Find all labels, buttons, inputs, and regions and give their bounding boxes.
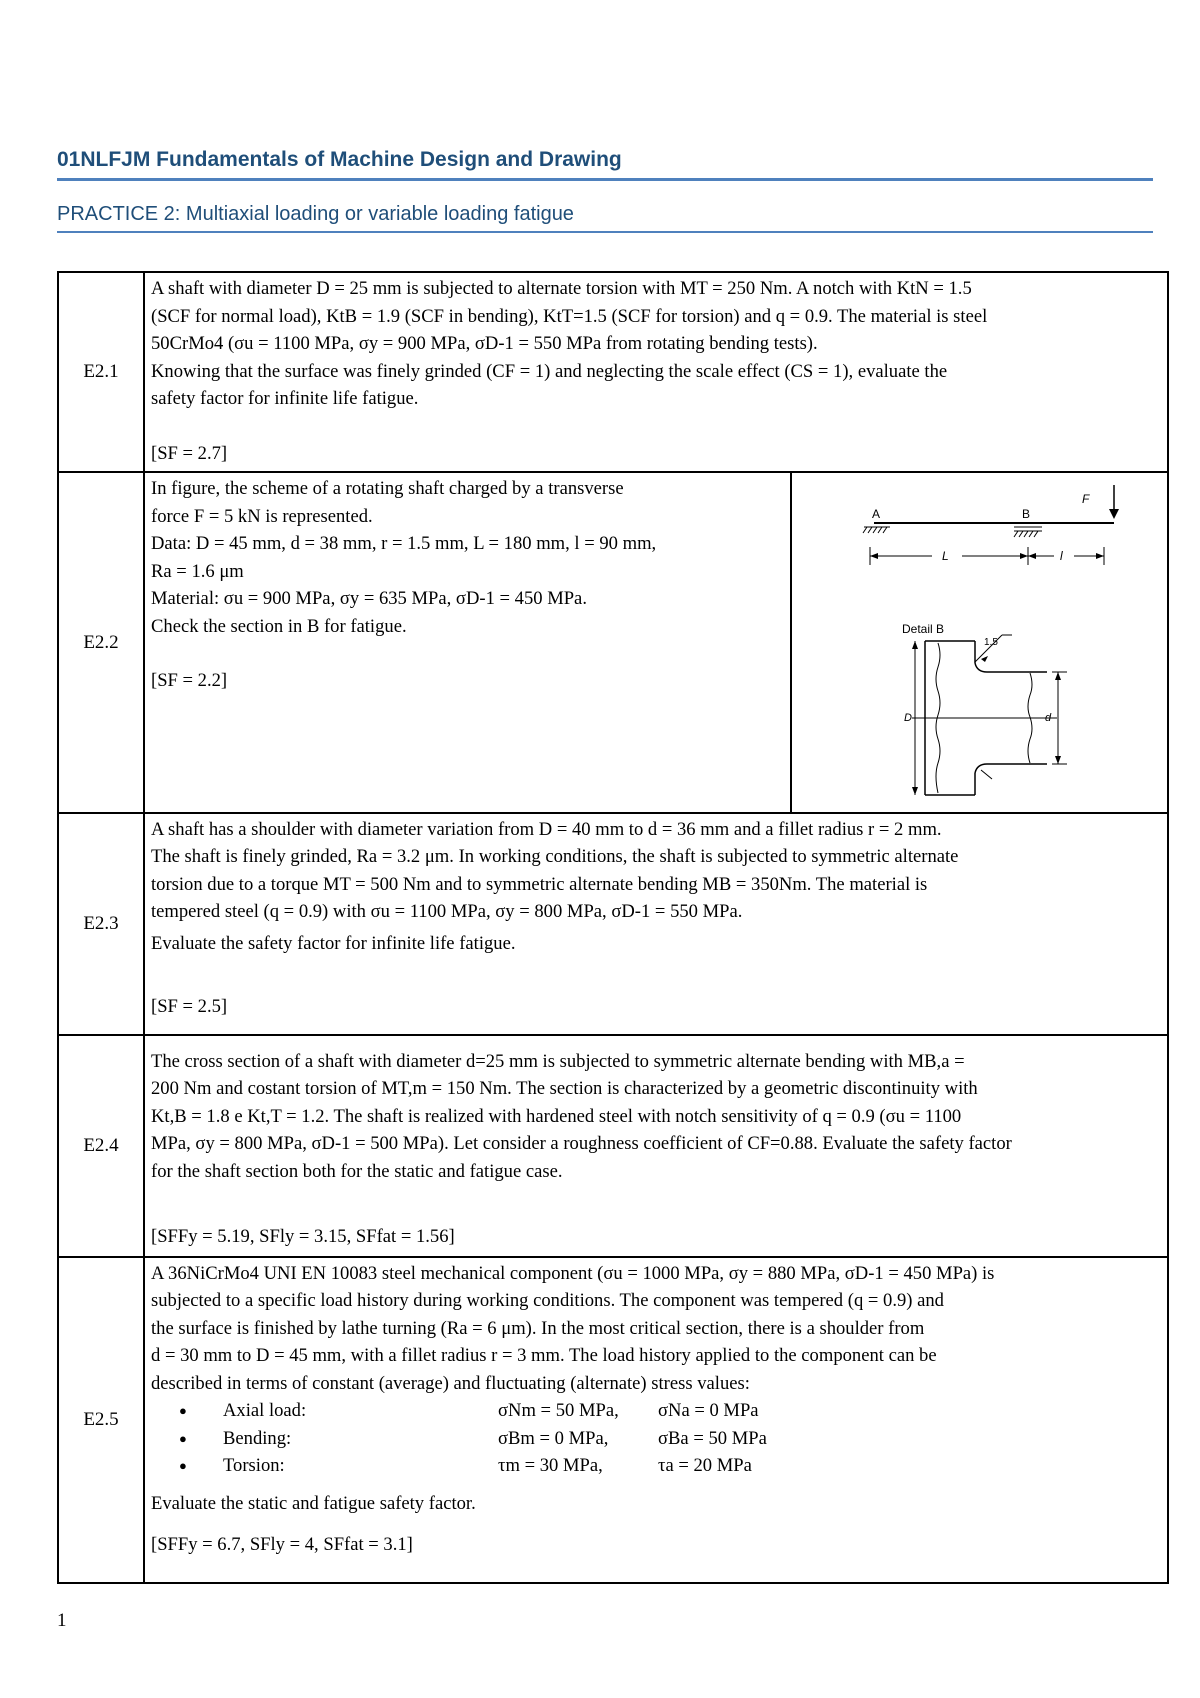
text-line: Knowing that the surface was finely grinded (CF = 1) and neglecting the scale effect (CS = 1), evaluate the — [151, 360, 948, 382]
text-line: MPa, σy = 800 MPa, σD-1 = 500 MPa). Let consider a roughness coefficient of CF=0.88. Evaluate the safety factor — [151, 1133, 1012, 1154]
text-line: d = 30 mm to D = 45 mm, with a fillet radius r = 3 mm. The load history applied to the component can be — [151, 1345, 937, 1366]
text-line: A shaft has a shoulder with diameter variation from D = 40 mm to d = 36 mm and a fillet radius r = 2 mm. — [151, 818, 942, 840]
text-line: A shaft with diameter D = 25 mm is subjected to alternate torsion with MT = 250 Nm. A notch with KtN = 1.5 — [151, 278, 972, 299]
label-F: F — [1082, 492, 1090, 506]
list-item — [183, 1397, 1161, 1425]
text-line: Evaluate the static and fatigue safety factor. — [151, 1492, 476, 1514]
label-l: l — [1060, 549, 1063, 563]
label-d: d — [1045, 712, 1052, 724]
load-name: ● Axial load: — [223, 1400, 307, 1421]
load-alt: σBa = 50 MPa — [658, 1427, 767, 1449]
exercise-row — [58, 272, 1168, 472]
text-line: Data: D = 45 mm, d = 38 mm, r = 1.5 mm, L = 180 mm, l = 90 mm, — [151, 533, 657, 554]
text-line: (SCF for normal load), KtB = 1.9 (SCF in bending), KtT=1.5 (SCF for torsion) and q = 0.9. The material is steel — [151, 305, 988, 327]
answer: [SFFy = 6.7, SFly = 4, SFfat = 3.1] — [151, 1534, 413, 1555]
exercise-text — [144, 1035, 1168, 1257]
text-line: described in terms of constant (average) and fluctuating (alternate) stress values: — [151, 1372, 750, 1394]
support-b-icon — [1014, 527, 1042, 537]
exercise-id: E2.4 — [58, 1035, 144, 1257]
label-A: A — [872, 507, 881, 521]
exercise-table — [57, 271, 1169, 1584]
load-mean: τm = 30 MPa, — [498, 1455, 603, 1476]
exercise-text — [144, 1257, 1168, 1583]
answer: [SF = 2.5] — [151, 996, 228, 1017]
text-line: Check the section in B for fatigue. — [151, 615, 407, 637]
text-line: A 36NiCrMo4 UNI EN 10083 steel mechanical component (σu = 1000 MPa, σy = 880 MPa, σD-1 = 450 MPa) is — [151, 1262, 995, 1284]
exercise-id: E2.3 — [58, 813, 144, 1035]
load-mean: σNm = 50 MPa, — [498, 1400, 619, 1421]
load-list — [151, 1397, 1161, 1480]
text-line: the surface is finished by lathe turning (Ra = 6 μm). In the most critical section, there is a shoulder from — [151, 1317, 925, 1339]
exercise-id: E2.2 — [58, 472, 144, 813]
answer: [SF = 2.2] — [151, 670, 228, 691]
exercise-text — [144, 813, 1168, 1035]
label-r: 1.5 — [984, 637, 998, 648]
load-name: ● Torsion: — [223, 1455, 285, 1476]
label-L: L — [942, 549, 949, 563]
page-number: 1 — [57, 1610, 67, 1631]
answer: [SF = 2.7] — [151, 442, 228, 464]
label-B: B — [1022, 507, 1031, 521]
text-line: torsion due to a torque MT = 500 Nm and to symmetric alternate bending MB = 350Nm. The material is — [151, 873, 928, 895]
text-line: tempered steel (q = 0.9) with σu = 1100 MPa, σy = 800 MPa, σD-1 = 550 MPa. — [151, 901, 743, 922]
shaft-diagram — [792, 473, 1165, 803]
practice-title: PRACTICE 2: Multiaxial loading or variable loading fatigue — [57, 203, 574, 225]
text-line: Material: σu = 900 MPa, σy = 635 MPa, σD-1 = 450 MPa. — [151, 588, 587, 609]
detail-title: Detail B — [902, 622, 945, 636]
text-line: Ra = 1.6 μm — [151, 560, 244, 582]
text-line: Kt,B = 1.8 e Kt,T = 1.2. The shaft is realized with hardened steel with notch sensitivity of q = 0.9 (σu = 1100 — [151, 1105, 962, 1127]
exercise-row — [58, 1257, 1168, 1583]
exercise-row — [58, 1035, 1168, 1257]
text-line: The cross section of a shaft with diameter d=25 mm is subjected to symmetric alternate bending with MB,a = — [151, 1050, 965, 1072]
exercise-row — [58, 813, 1168, 1035]
course-title: 01NLFJM Fundamentals of Machine Design and Drawing — [57, 148, 622, 171]
text-line: Evaluate the safety factor for infinite life fatigue. — [151, 932, 516, 954]
exercise-text — [144, 272, 1168, 472]
text-line: force F = 5 kN is represented. — [151, 505, 373, 527]
load-alt: σNa = 0 MPa — [658, 1400, 759, 1421]
exercise-row — [58, 472, 1168, 813]
text-line: In figure, the scheme of a rotating shaft charged by a transverse — [151, 478, 624, 499]
text-line: 50CrMo4 (σu = 1100 MPa, σy = 900 MPa, σD-1 = 550 MPa from rotating bending tests). — [151, 333, 818, 354]
text-line: safety factor for infinite life fatigue. — [151, 388, 419, 409]
subtitle-rule — [57, 231, 1153, 233]
text-line: The shaft is finely grinded, Ra = 3.2 μm. In working conditions, the shaft is subjected to symmetric alternate — [151, 846, 959, 867]
force-arrow-icon — [1109, 509, 1119, 519]
answer: [SFFy = 5.19, SFly = 3.15, SFfat = 1.56] — [151, 1226, 455, 1247]
exercise-id: E2.1 — [58, 272, 144, 472]
support-a-icon — [863, 527, 890, 533]
text-line: 200 Nm and costant torsion of MT,m = 150 Nm. The section is characterized by a geometric discontinuity with — [151, 1078, 978, 1099]
label-D: D — [904, 712, 912, 724]
text-line: subjected to a specific load history during working conditions. The component was tempered (q = 0.9) and — [151, 1290, 944, 1311]
title-rule — [57, 178, 1153, 181]
load-alt: τa = 20 MPa — [658, 1455, 752, 1476]
exercise-text — [144, 472, 791, 813]
list-item — [183, 1425, 1161, 1453]
list-item — [183, 1452, 1161, 1480]
shaft-figure-cell — [791, 472, 1168, 813]
load-name: ● Bending: — [223, 1427, 292, 1449]
text-line: for the shaft section both for the static and fatigue case. — [151, 1160, 563, 1182]
load-mean: σBm = 0 MPa, — [498, 1427, 609, 1449]
exercise-id: E2.5 — [58, 1257, 144, 1583]
